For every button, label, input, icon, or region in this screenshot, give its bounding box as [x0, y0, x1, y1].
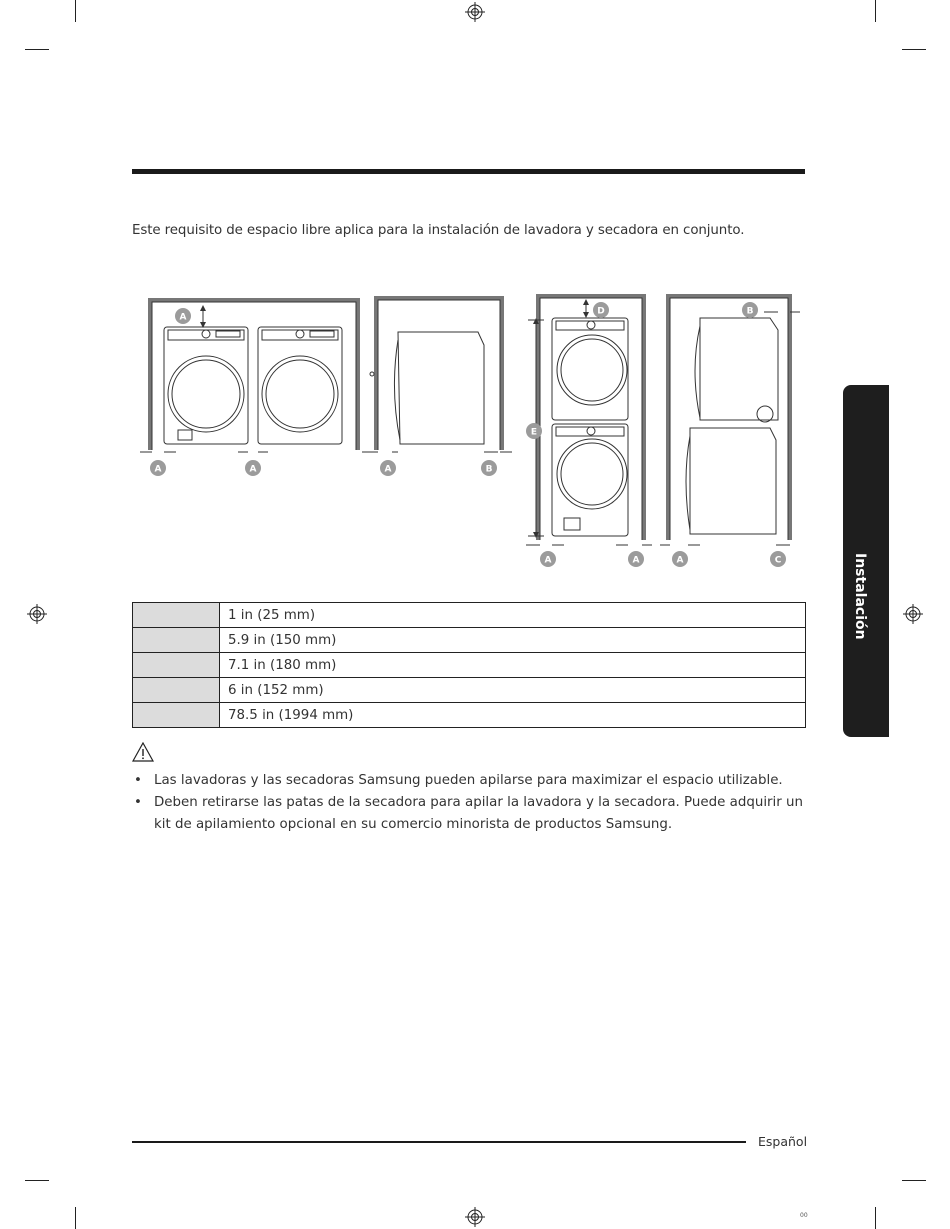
callout-d: [593, 302, 609, 318]
table-value-cell: 5.9 in (150 mm): [220, 628, 806, 653]
table-value-cell: 78.5 in (1994 mm): [220, 703, 806, 728]
callout-label: D: [597, 306, 605, 317]
callout-b-1: [481, 460, 497, 476]
callout-a-top: [175, 308, 191, 324]
registration-mark-icon: [465, 1207, 485, 1227]
crop-mark: [25, 1180, 49, 1181]
callout-a-4: [540, 551, 556, 567]
clearance-table: [132, 602, 806, 728]
list-item: • Las lavadoras y las secadoras Samsung pueden apilarse para maximizar el espacio utilizable.: [132, 770, 812, 792]
callout-label: A: [632, 555, 640, 566]
callout-a-5: [628, 551, 644, 567]
crop-mark: [875, 1207, 876, 1229]
warning-icon: [132, 742, 154, 762]
callout-a-3: [380, 460, 396, 476]
table-row: [133, 653, 806, 678]
table-row: [133, 678, 806, 703]
callout-a-1: [150, 460, 166, 476]
crop-mark: [75, 1207, 76, 1229]
table-row: [133, 603, 806, 628]
table-key-cell: [133, 703, 220, 728]
registration-mark-icon: [27, 604, 47, 624]
list-item: • Deben retirarse las patas de la secadora para apilar la lavadora y la secadora. Puede adquirir un kit de apilamiento opcional en su comercio minorista de productos Samsung.: [132, 792, 812, 836]
callout-c: [770, 551, 786, 567]
footer-rule: [132, 1141, 746, 1143]
intro-text: Este requisito de espacio libre aplica para la instalación de lavadora y secadora en conjunto.: [132, 223, 745, 238]
callout-label: A: [154, 464, 162, 475]
clearance-diagram: [0, 0, 950, 600]
callout-label: A: [544, 555, 552, 566]
page-number: 00: [800, 1212, 808, 1219]
table-key-cell: [133, 678, 220, 703]
footer-language: Español: [758, 1134, 808, 1149]
callout-label: B: [746, 306, 754, 317]
callout-a-2: [245, 460, 261, 476]
callout-label: E: [530, 427, 538, 438]
callout-label: A: [676, 555, 684, 566]
registration-mark-icon: [903, 604, 923, 624]
callout-e: [526, 423, 542, 439]
table-value-cell: 7.1 in (180 mm): [220, 653, 806, 678]
callout-label: A: [384, 464, 392, 475]
callout-b-2: [742, 302, 758, 318]
notes-list: [132, 770, 812, 836]
callout-markers: [150, 302, 786, 567]
table-key-cell: [133, 653, 220, 678]
callout-label: A: [249, 464, 257, 475]
callout-label: A: [179, 312, 187, 323]
section-tab-label: [852, 553, 868, 583]
table-row: [133, 628, 806, 653]
table-row: [133, 703, 806, 728]
table-value-cell: 1 in (25 mm): [220, 603, 806, 628]
callout-a-6: [672, 551, 688, 567]
callout-label: C: [774, 555, 782, 566]
table-key-cell: [133, 603, 220, 628]
table-key-cell: [133, 628, 220, 653]
crop-mark: [902, 1180, 926, 1181]
table-value-cell: 6 in (152 mm): [220, 678, 806, 703]
callout-label: B: [485, 464, 493, 475]
